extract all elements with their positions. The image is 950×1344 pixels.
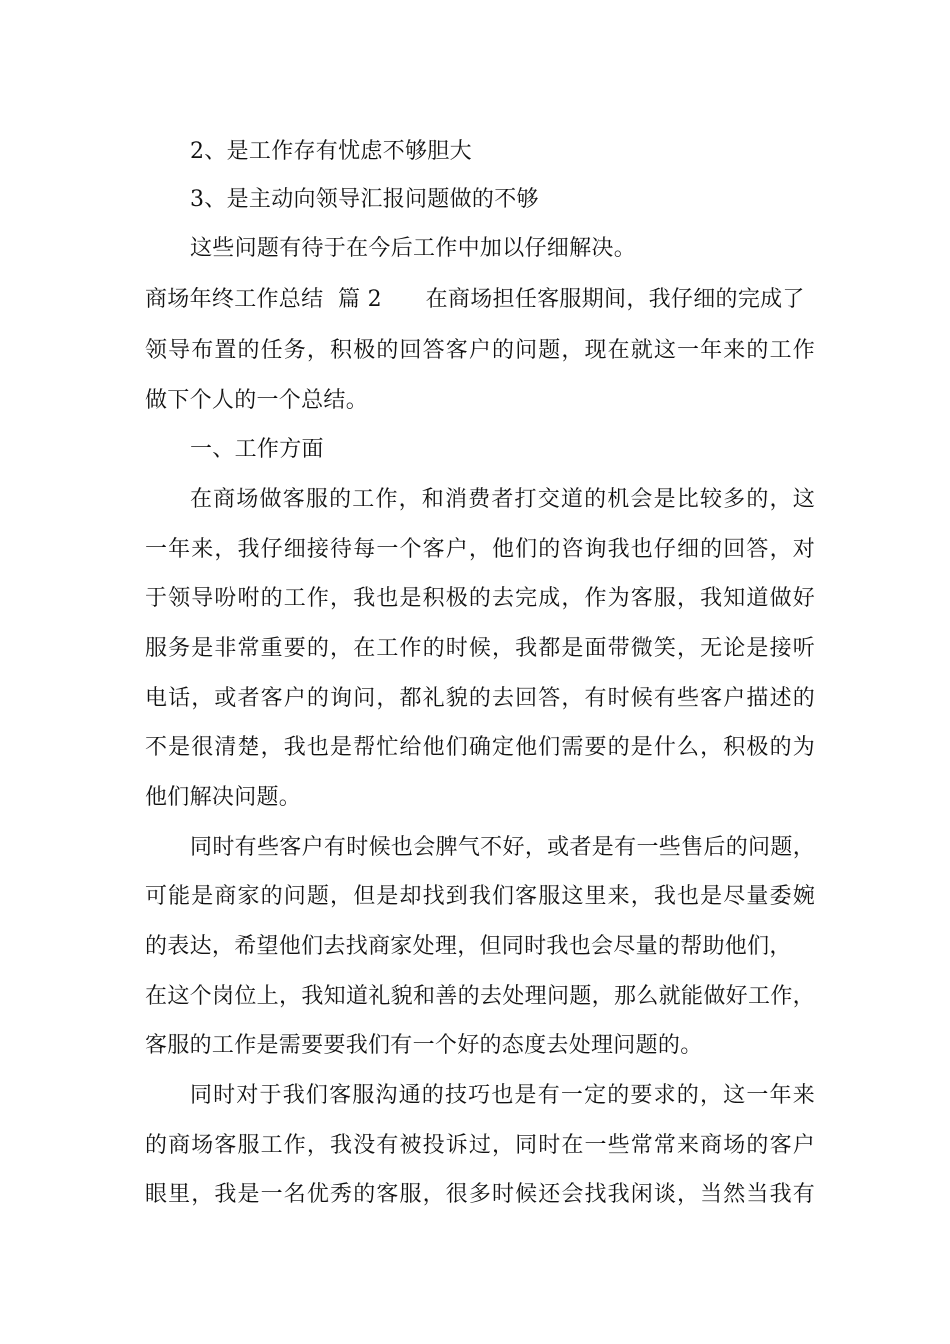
paragraph-line: 他们解决问题。: [145, 785, 302, 810]
paragraph-line: 领导布置的任务，积极的回答客户的问题，现在就这一年来的工作: [145, 338, 815, 363]
list-item-3: 3、是主动向领导汇报问题做的不够: [190, 187, 539, 212]
paragraph-line: 眼里，我是一名优秀的客服，很多时候还会找我闲谈，当然当我有: [145, 1182, 815, 1207]
paragraph-line: 客服的工作是需要要我们有一个好的态度去处理问题的。: [145, 1033, 703, 1058]
section-heading-line: 商场年终工作总结 篇 2 在商场担任客服期间，我仔细的完成了: [145, 287, 805, 312]
paragraph-line: 一年来，我仔细接待每一个客户，他们的咨询我也仔细的回答，对: [145, 537, 815, 562]
paragraph-line: 在这个岗位上，我知道礼貌和善的去处理问题，那么就能做好工作，: [145, 984, 815, 1009]
paragraph-line: 电话，或者客户的询问，都礼貌的去回答，有时候有些客户描述的: [145, 686, 815, 711]
list-item-2: 2、是工作存有忧虑不够胆大: [190, 139, 472, 164]
paragraph-line: 同时有些客户有时候也会脾气不好，或者是有一些售后的问题，: [190, 835, 815, 860]
paragraph-line: 的商场客服工作，我没有被投诉过，同时在一些常常来商场的客户: [145, 1133, 815, 1158]
paragraph-line: 的表达，希望他们去找商家处理，但同时我也会尽量的帮助他们，: [145, 934, 792, 959]
paragraph-line: 于领导吩咐的工作，我也是积极的去完成，作为客服，我知道做好: [145, 586, 815, 611]
paragraph-line: 服务是非常重要的，在工作的时候，我都是面带微笑，无论是接听: [145, 636, 815, 661]
paragraph-line: 这些问题有待于在今后工作中加以仔细解决。: [190, 236, 637, 261]
paragraph-line: 不是很清楚，我也是帮忙给他们确定他们需要的是什么，积极的为: [145, 735, 815, 760]
paragraph-line: 做下个人的一个总结。: [145, 388, 369, 413]
paragraph-line: 可能是商家的问题，但是却找到我们客服这里来，我也是尽量委婉: [145, 884, 815, 909]
paragraph-line: 同时对于我们客服沟通的技巧也是有一定的要求的，这一年来: [190, 1083, 815, 1108]
paragraph-line: 在商场做客服的工作，和消费者打交道的机会是比较多的，这: [190, 487, 815, 512]
subsection-heading: 一、工作方面: [190, 437, 324, 462]
